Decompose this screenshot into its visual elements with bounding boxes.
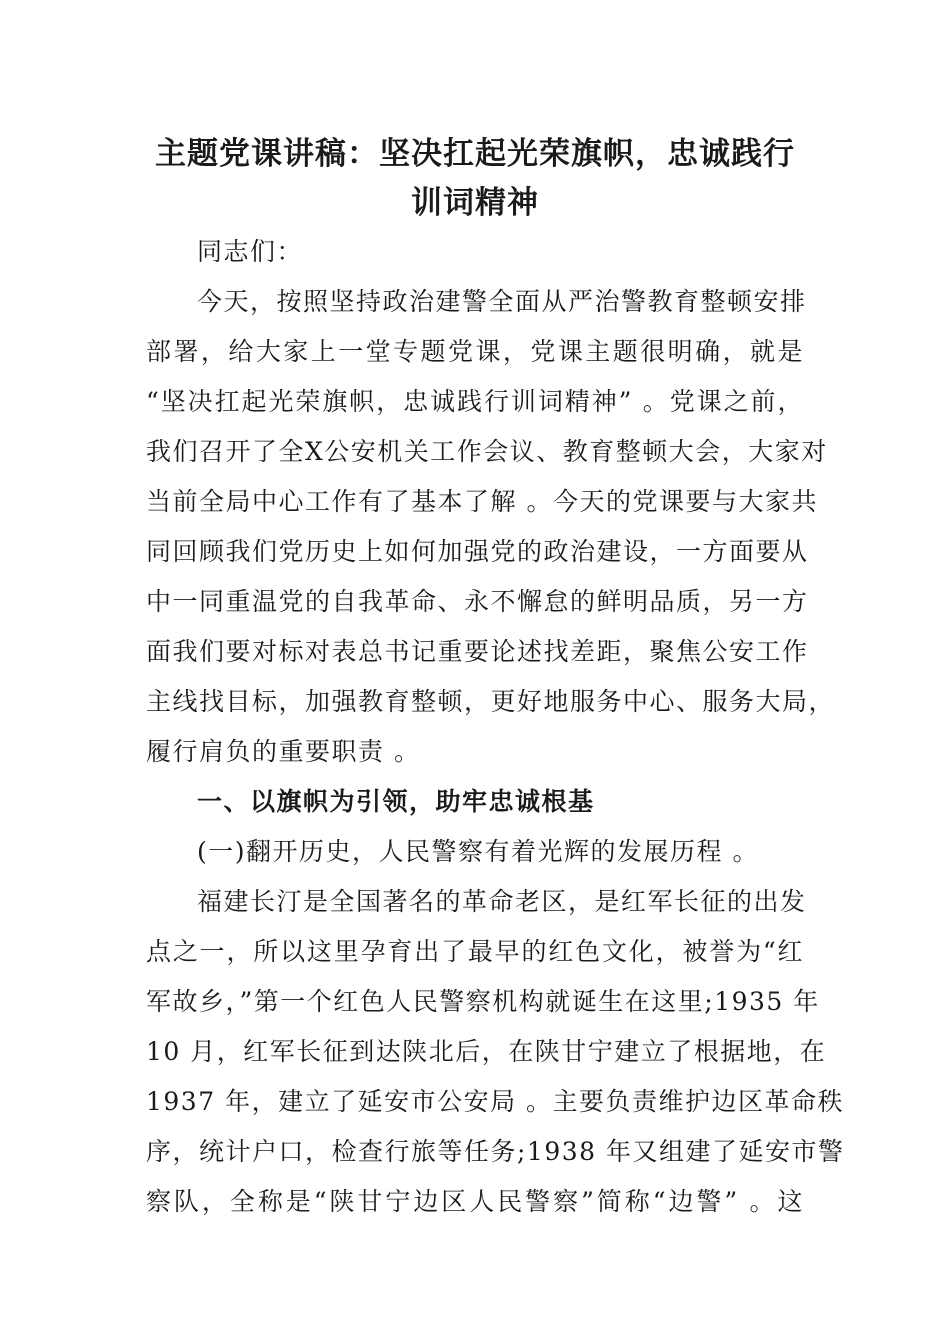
- body-line: 10 月，红军长征到达陕北后，在陕甘宁建立了根据地，在: [146, 1037, 827, 1066]
- body-line: “坚决扛起光荣旗帜，忠诚践行训词精神” 。党课之前，: [146, 387, 804, 416]
- subsection-heading: (一)翻开历史，人民警察有着光辉的发展历程 。: [197, 837, 759, 866]
- document-title-line-1: 主题党课讲稿：坚决扛起光荣旗帜，忠诚践行: [155, 136, 795, 172]
- body-line: 福建长汀是全国著名的革命老区，是红军长征的出发: [197, 887, 807, 916]
- section-heading: 一、以旗帜为引领，助牢忠诚根基: [197, 787, 595, 816]
- body-line: 同回顾我们党历史上如何加强党的政治建设，一方面要从: [146, 537, 809, 566]
- body-line: 军故乡，”第一个红色人民警察机构就诞生在这里;1935 年: [146, 987, 820, 1016]
- body-line: 部署，给大家上一堂专题党课，党课主题很明确，就是: [146, 337, 804, 366]
- body-line: 当前全局中心工作有了基本了解 。今天的党课要与大家共: [146, 487, 818, 516]
- body-line: 主线找目标，加强教育整顿，更好地服务中心、服务大局，: [146, 687, 836, 716]
- body-line: 今天，按照坚持政治建警全面从严治警教育整顿安排: [197, 287, 807, 316]
- body-line: 察队，全称是“陕甘宁边区人民警察”简称“边警” 。这: [146, 1187, 804, 1216]
- body-line: 面我们要对标对表总书记重要论述找差距，聚焦公安工作: [146, 637, 809, 666]
- body-line: 中一同重温党的自我革命、永不懈怠的鲜明品质，另一方: [146, 587, 809, 616]
- body-line: 履行肩负的重要职责 。: [146, 737, 421, 766]
- body-line: 序，统计户口，检查行旅等任务;1938 年又组建了延安市警: [146, 1137, 845, 1166]
- body-line: 点之一，所以这里孕育出了最早的红色文化，被誉为“红: [146, 937, 804, 966]
- document-title-line-2: 训词精神: [411, 185, 539, 221]
- salutation: 同志们：: [197, 237, 304, 266]
- body-line: 我们召开了全X公安机关工作会议、教育整顿大会，大家对: [146, 437, 828, 466]
- body-line: 1937 年，建立了延安市公安局 。主要负责维护边区革命秩: [146, 1087, 845, 1116]
